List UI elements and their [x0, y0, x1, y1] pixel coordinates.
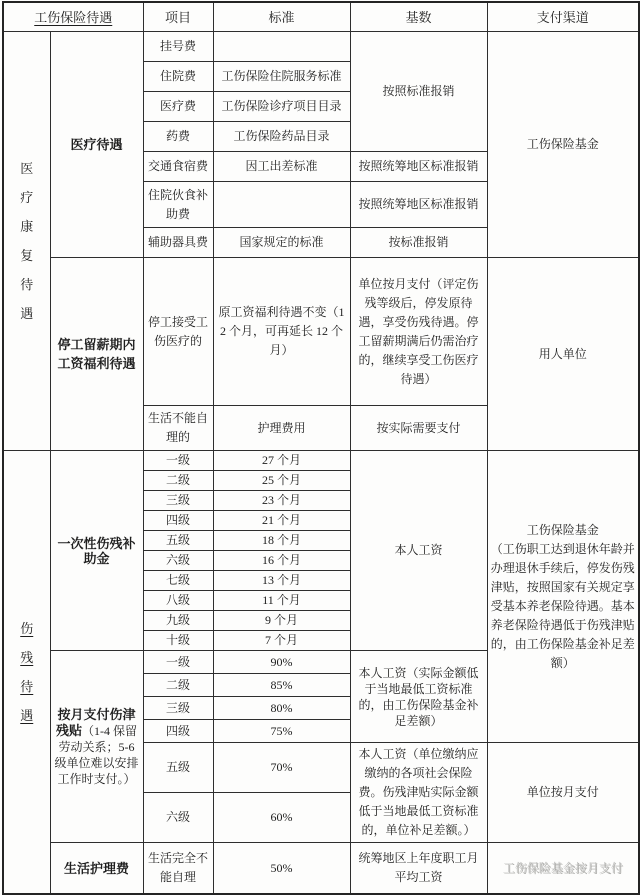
item-cell: 一级 — [143, 451, 213, 471]
item-cell: 二级 — [143, 674, 213, 697]
item-cell: 六级 — [143, 793, 213, 843]
item-cell: 五级 — [143, 743, 213, 793]
standard-cell: 工伤保险诊疗项目目录 — [213, 92, 350, 122]
lump-sum-subsidy-label: 一次性伤残补助金 — [50, 451, 143, 651]
item-cell: 四级 — [143, 720, 213, 743]
base-cell-levels-1-4: 本人工资（实际金额低于当地最低工资标准的，由工伤保险基金补足差额） — [350, 651, 487, 743]
standard-cell: 70% — [213, 743, 350, 793]
item-cell: 六级 — [143, 551, 213, 571]
item-cell: 生活完全不能自理 — [143, 843, 213, 895]
standard-cell: 国家规定的标准 — [213, 228, 350, 258]
standard-cell: 7 个月 — [213, 631, 350, 651]
base-cell-levels-5-6: 本人工资（单位缴纳应缴纳的各项社会保险费。伤残津贴实际金额低于当地最低工资标准的，单位补足差额。） — [350, 743, 487, 843]
work-injury-benefits-table — [2, 1, 640, 895]
base-cell-standard-reimburse: 按照标准报销 — [350, 32, 487, 152]
standard-cell: 工伤保险住院服务标准 — [213, 62, 350, 92]
standard-cell: 工伤保险药品目录 — [213, 122, 350, 152]
item-cell: 七级 — [143, 571, 213, 591]
standard-cell: 9 个月 — [213, 611, 350, 631]
stopwork-benefit-label: 停工留薪期内工资福利待遇 — [50, 258, 143, 451]
item-cell: 九级 — [143, 611, 213, 631]
standard-cell: 85% — [213, 674, 350, 697]
standard-cell: 护理费用 — [213, 406, 350, 451]
standard-cell: 27 个月 — [213, 451, 350, 471]
header-benefit-title — [3, 2, 143, 32]
monthly-allowance-label: 按月支付伤津残贴（1-4 保留劳动关系；5-6 级单位难以安排工作时支付。） — [50, 651, 143, 843]
row-registration-fee — [3, 32, 639, 62]
base-cell: 按照统筹地区标准报销 — [350, 182, 487, 228]
base-cell: 统筹地区上年度职工月平均工资 — [350, 843, 487, 895]
base-cell: 按实际需要支付 — [350, 406, 487, 451]
channel-cell-watermark: 工伤保险基金按月支付 — [487, 843, 639, 895]
item-cell: 四级 — [143, 511, 213, 531]
standard-cell: 11 个月 — [213, 591, 350, 611]
channel-fund-title: 工伤保险基金 — [526, 522, 599, 537]
group-medical-rehab-label: 医疗康复待遇 — [3, 32, 50, 451]
item-cell: 停工接受工伤医疗的 — [143, 258, 213, 406]
standard-cell: 25 个月 — [213, 471, 350, 491]
row-stopwork-medical — [3, 258, 639, 406]
standard-cell: 80% — [213, 697, 350, 720]
item-cell: 五级 — [143, 531, 213, 551]
item-cell: 十级 — [143, 631, 213, 651]
header-base: 基数 — [350, 2, 487, 32]
standard-cell: 因工出差标准 — [213, 152, 350, 182]
item-cell: 医疗费 — [143, 92, 213, 122]
standard-cell — [213, 182, 350, 228]
item-cell: 交通食宿费 — [143, 152, 213, 182]
standard-cell — [213, 32, 350, 62]
item-cell: 挂号费 — [143, 32, 213, 62]
item-cell: 三级 — [143, 697, 213, 720]
standard-cell: 23 个月 — [213, 491, 350, 511]
standard-cell: 60% — [213, 793, 350, 843]
header-item: 项目 — [143, 2, 213, 32]
item-cell: 三级 — [143, 491, 213, 511]
standard-cell: 16 个月 — [213, 551, 350, 571]
base-cell: 按标准报销 — [350, 228, 487, 258]
channel-cell-employer-monthly: 单位按月支付 — [487, 743, 639, 843]
standard-cell: 13 个月 — [213, 571, 350, 591]
item-cell: 住院费 — [143, 62, 213, 92]
channel-cell-insurance-fund: 工伤保险基金 — [487, 32, 639, 258]
channel-fund-note-text: （工伤职工达到退休年龄并办理退休手续后，停发伤残津贴，按照国家有关规定享受基本养老保险待遇。基本养老保险待遇低于伤残津贴的，由工伤保险基金补足差额） — [490, 541, 635, 670]
row-nursing-fee — [3, 843, 639, 895]
header-row — [3, 2, 639, 32]
item-cell: 药费 — [143, 122, 213, 152]
standard-cell: 75% — [213, 720, 350, 743]
standard-cell: 21 个月 — [213, 511, 350, 531]
header-standard: 标准 — [213, 2, 350, 32]
item-cell: 一级 — [143, 651, 213, 674]
base-cell: 单位按月支付（评定伤残等级后，停发原待遇，享受伤残待遇。停工留薪期满后仍需治疗的，继续享受工伤医疗待遇） — [350, 258, 487, 406]
item-cell: 住院伙食补助费 — [143, 182, 213, 228]
group-disability-label: 伤残待遇 — [3, 451, 50, 895]
medical-benefit-label: 医疗待遇 — [50, 32, 143, 258]
base-cell: 按照统筹地区标准报销 — [350, 152, 487, 182]
standard-cell: 90% — [213, 651, 350, 674]
standard-cell: 18 个月 — [213, 531, 350, 551]
row-lump-level-1 — [3, 451, 639, 471]
nursing-fee-label: 生活护理费 — [50, 843, 143, 895]
header-channel: 支付渠道 — [487, 2, 639, 32]
standard-cell: 原工资福利待遇不变（12 个月，可再延长 12 个月） — [213, 258, 350, 406]
header-benefit-title-text: 工伤保险待遇 — [34, 9, 113, 25]
item-cell: 辅助器具费 — [143, 228, 213, 258]
channel-cell-fund-note — [487, 451, 639, 743]
item-cell: 八级 — [143, 591, 213, 611]
standard-cell: 50% — [213, 843, 350, 895]
channel-cell-employer: 用人单位 — [487, 258, 639, 451]
base-cell-own-wage: 本人工资 — [350, 451, 487, 651]
item-cell: 二级 — [143, 471, 213, 491]
item-cell: 生活不能自理的 — [143, 406, 213, 451]
